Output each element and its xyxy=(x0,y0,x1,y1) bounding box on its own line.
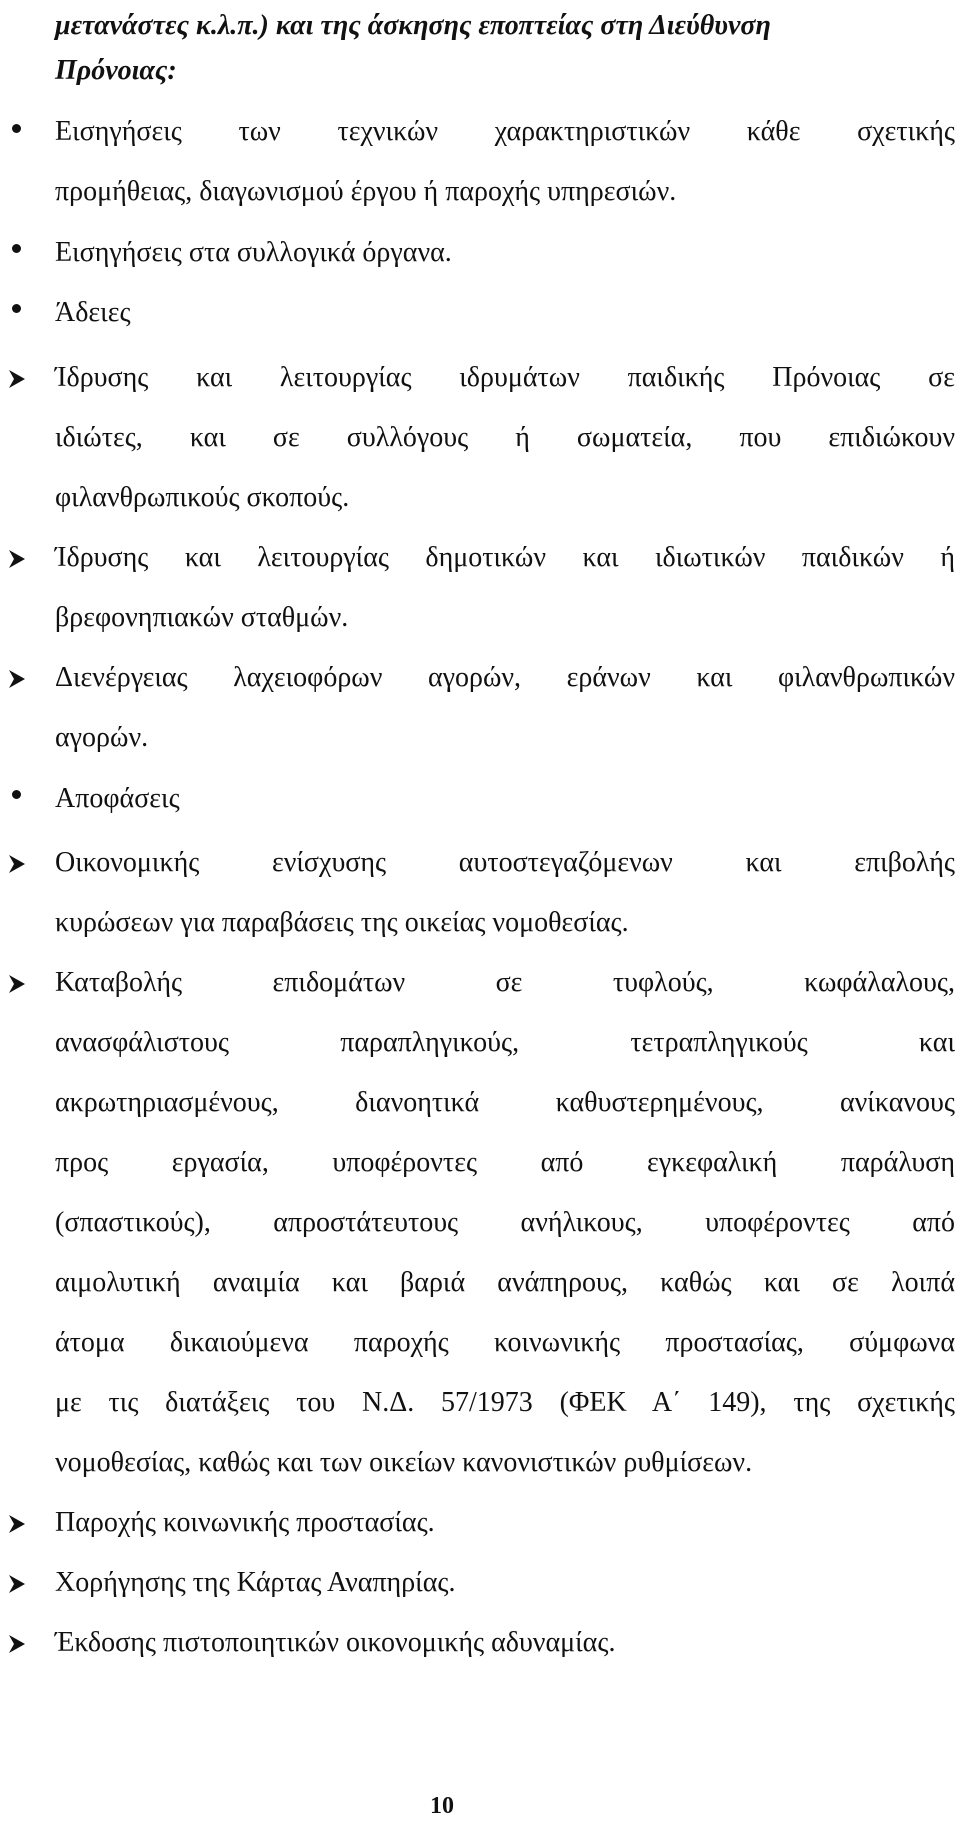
page-number: 10 xyxy=(430,1793,454,1819)
arrowhead-bullet-icon xyxy=(6,973,28,995)
list-item-line: Καταβολής επιδομάτων σε τυφλούς, κωφάλαλους, xyxy=(55,967,955,998)
list-item-line: Έκδοσης πιστοποιητικών οικονομικής αδυναμίας. xyxy=(55,1627,616,1658)
list-item-line: Οικονομικής ενίσχυσης αυτοστεγαζόμενων και επιβολής xyxy=(55,847,955,878)
list-item-line: Ίδρυσης και λειτουργίας δημοτικών και ιδιωτικών παιδικών ή xyxy=(55,542,955,573)
bullet-dot-icon xyxy=(12,244,21,253)
section-heading-line-1: μετανάστες κ.λ.π.) και της άσκησης εποπτείας στη Διεύθυνση xyxy=(55,10,771,41)
arrowhead-bullet-icon xyxy=(6,1513,28,1535)
list-item-line: Αποφάσεις xyxy=(55,783,180,814)
bullet-dot-icon xyxy=(12,124,21,133)
list-item-line: Ίδρυσης και λειτουργίας ιδρυμάτων παιδικής Πρόνοιας σε xyxy=(55,362,955,393)
list-item-line: Διενέργειας λαχειοφόρων αγορών, εράνων και φιλανθρωπικών xyxy=(55,662,955,693)
list-item-line: Άδειες xyxy=(55,297,131,328)
arrowhead-bullet-icon xyxy=(6,853,28,875)
arrowhead-bullet-icon xyxy=(6,1573,28,1595)
list-item-line: με τις διατάξεις του Ν.Δ. 57/1973 (ΦΕΚ Α΄ 149), της σχετικής xyxy=(55,1387,955,1418)
list-item-line: προς εργασία, υποφέροντες από εγκεφαλική παράλυση xyxy=(55,1147,955,1178)
list-item-line: ακρωτηριασμένους, διανοητικά καθυστερημένους, ανίκανους xyxy=(55,1087,955,1118)
section-heading-line-2: Πρόνοιας: xyxy=(55,55,177,86)
list-item-line: κυρώσεων για παραβάσεις της οικείας νομοθεσίας. xyxy=(55,907,629,938)
list-item-line: βρεφονηπιακών σταθμών. xyxy=(55,602,349,633)
list-item-line: (σπαστικούς), απροστάτευτους ανήλικους, υποφέροντες από xyxy=(55,1207,955,1238)
arrowhead-bullet-icon xyxy=(6,368,28,390)
bullet-dot-icon xyxy=(12,304,21,313)
list-item-line: Παροχής κοινωνικής προστασίας. xyxy=(55,1507,435,1538)
arrowhead-bullet-icon xyxy=(6,668,28,690)
list-item-line: προμήθειας, διαγωνισμού έργου ή παροχής υπηρεσιών. xyxy=(55,176,677,207)
list-item-line: αιμολυτική αναιμία και βαριά ανάπηρους, καθώς και σε λοιπά xyxy=(55,1267,955,1298)
list-item-line: άτομα δικαιούμενα παροχής κοινωνικής προστασίας, σύμφωνα xyxy=(55,1327,955,1358)
list-item-line: ιδιώτες, και σε συλλόγους ή σωματεία, που επιδιώκουν xyxy=(55,422,955,453)
list-item-line: ανασφάλιστους παραπληγικούς, τετραπληγικούς και xyxy=(55,1027,955,1058)
list-item-line: νομοθεσίας, καθώς και των οικείων κανονιστικών ρυθμίσεων. xyxy=(55,1447,753,1478)
arrowhead-bullet-icon xyxy=(6,548,28,570)
list-item-line: Εισηγήσεις στα συλλογικά όργανα. xyxy=(55,237,452,268)
list-item-line: Εισηγήσεις των τεχνικών χαρακτηριστικών κάθε σχετικής xyxy=(55,116,955,147)
list-item-line: αγορών. xyxy=(55,722,149,753)
list-item-line: φιλανθρωπικούς σκοπούς. xyxy=(55,482,350,513)
bullet-dot-icon xyxy=(12,790,21,799)
arrowhead-bullet-icon xyxy=(6,1633,28,1655)
list-item-line: Χορήγησης της Κάρτας Αναπηρίας. xyxy=(55,1567,456,1598)
